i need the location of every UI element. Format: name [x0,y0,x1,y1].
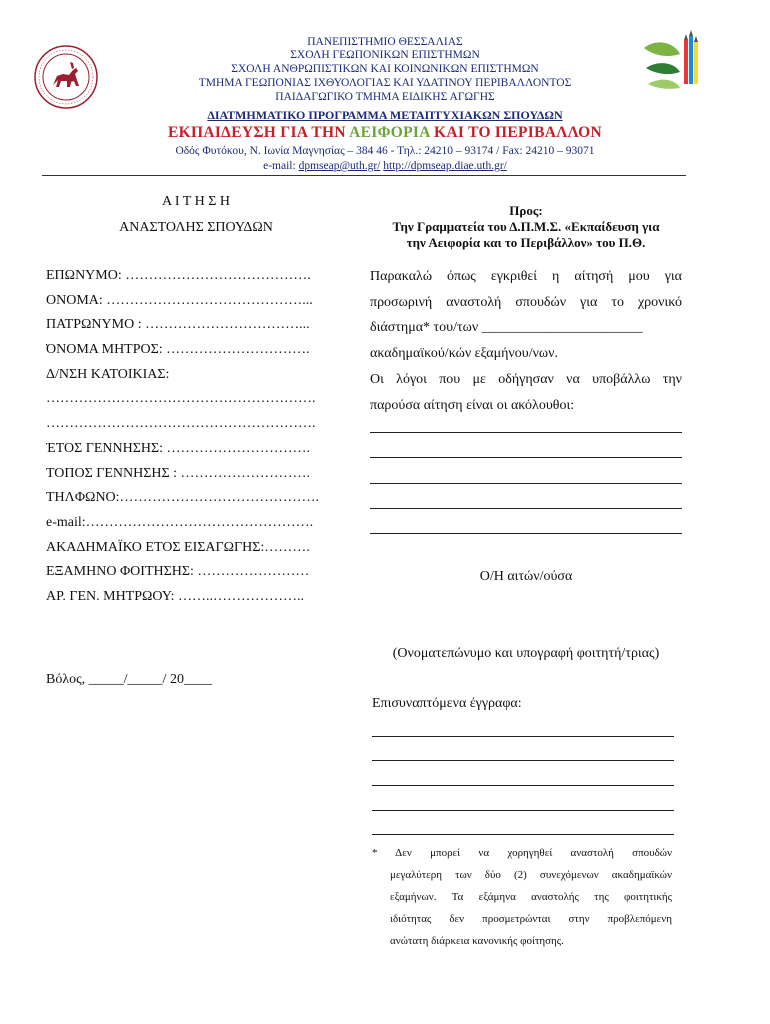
university-name: ΠΑΝΕΠΙΣΤΗΜΙΟ ΘΕΣΣΑΛΙΑΣ [307,36,463,48]
reason-blank-line[interactable] [370,508,682,509]
form-field-row[interactable]: …………………………………………………. [46,391,316,407]
website-link[interactable]: http://dpmseap.diae.uth.gr/ [383,160,507,172]
signature-label: (Ονοματεπώνυμο και υπογραφή φοιτητή/τριας) [392,646,660,661]
program-title [60,124,710,142]
request-text [370,264,682,418]
form-field-row[interactable]: ΕΞΑΜΗΝΟ ΦΟΙΤΗΣΗΣ: …………………… [46,564,310,580]
request-line-3: διάστημα* του/των _______________________ [370,320,643,336]
form-field-row[interactable]: ΌΝΟΜΑ ΜΗΤΡΟΣ: …………………………. [46,342,310,358]
footnote-line-1: * Δεν μπορεί να χορηγηθεί αναστολή σπουδών [372,847,672,859]
request-line-5: Οι λόγοι που με οδήγησαν να υποβάλλω την [370,371,682,387]
form-field-row[interactable]: ΑΡ. ΓΕΝ. ΜΗΤΡΩΟΥ: ……..……………….. [46,588,305,604]
footnote-line-5: ανώτατη διάρκεια κανονικής φοίτησης. [390,935,564,947]
email-link[interactable]: dpmseap@uth.gr/ [298,160,381,172]
form-field-row[interactable]: ΑΚΑΔΗΜΑΪΚΟ ΕΤΟΣ ΕΙΣΑΓΩΓΗΣ:………. [46,539,310,555]
footnote-line-4: ιδιότητας δεν προσμετρώνται στην προβλεπόμενη [390,913,672,925]
reason-blank-line[interactable] [370,533,682,534]
school-line-1: ΣΧΟΛΗ ΓΕΩΠΟΝΙΚΩΝ ΕΠΙΣΤΗΜΩΝ [290,49,480,61]
form-subtitle: ΑΝΑΣΤΟΛΗΣ ΣΠΟΥΔΩΝ [119,220,273,235]
form-field-row[interactable]: ΤΗΛΦΩΝΟ:……………………………………. [46,490,320,506]
department-line-1: ΤΜΗΜΑ ΓΕΩΠΟΝΙΑΣ ΙΧΘΥΟΛΟΓΙΑΣ ΚΑΙ ΥΔΑΤΙΝΟΥ ΠΕΡΙΒΑΛΛΟΝΤΟΣ [198,77,572,89]
form-field-row[interactable]: ΈΤΟΣ ΓΕΝΝΗΣΗΣ: …………………………. [46,440,311,456]
form-field-row[interactable]: Δ/ΝΣΗ ΚΑΤΟΙΚΙΑΣ: [46,366,170,382]
attachment-blank-line[interactable] [372,810,674,811]
email-label: e-mail: [263,160,299,172]
form-title: Α Ι Τ Η Σ Η [162,194,230,209]
attachment-blank-line[interactable] [372,736,674,737]
attachment-blank-line[interactable] [372,760,674,761]
attachment-blank-line[interactable] [372,834,674,835]
program-type: ΔΙΑΤΜΗΜΑΤΙΚΟ ΠΡΟΓΡΑΜΜΑ ΜΕΤΑΠΤΥΧΙΑΚΩΝ ΣΠΟΥΔΩΝ [207,108,563,122]
form-field-row[interactable]: ΕΠΩΝΥΜΟ: …………………………………. [46,268,311,283]
footnote [372,842,672,952]
recipient-to: Προς: [509,203,543,218]
program-title-part-2: ΑΕΙΦΟΡΙΑ [349,124,430,141]
request-line-4: ακαδημαϊκού/κών εξαμήνου/νων. [370,346,558,362]
attachments-label: Επισυναπτόμενα έγγραφα: [372,696,522,711]
form-field-row[interactable]: ΠΑΤΡΩΝΥΜΟ : ……………………………... [46,317,310,333]
reason-blank-line[interactable] [370,432,682,433]
program-title-part-1: ΕΚΠΑΙΔΕΥΣΗ ΓΙΑ ΤΗΝ [168,124,350,141]
request-line-6: παρούσα αίτηση είναι οι ακόλουθοι: [370,397,575,413]
attachment-blank-line[interactable] [372,785,674,786]
recipient-line-2: την Αειφορία και το Περιβάλλον» του Π.Θ. [406,235,646,250]
recipient-line-1: Την Γραμματεία του Δ.Π.Μ.Σ. «Εκπαίδευση για [392,219,660,234]
footnote-line-3: εξαμήνων. Τα εξάμηνα αναστολής της φοιτητικής [390,891,672,903]
applicant-label: Ο/Η αιτών/ούσα [479,569,573,584]
form-field-row[interactable]: …………………………………………………. [46,416,316,432]
form-field-row[interactable]: e-mail:…………………………………………. [46,514,314,530]
department-line-2: ΠΑΙΔΑΓΩΓΙΚΟ ΤΜΗΜΑ ΕΙΔΙΚΗΣ ΑΓΩΓΗΣ [275,91,495,103]
reason-blank-line[interactable] [370,483,682,484]
school-line-2: ΣΧΟΛΗ ΑΝΘΡΩΠΙΣΤΙΚΩΝ ΚΑΙ ΚΟΙΝΩΝΙΚΩΝ ΕΠΙΣΤΗΜΩΝ [231,63,539,75]
header-divider [42,175,686,176]
contact-email-line [60,159,710,174]
recipient-block [370,203,682,251]
university-seal-logo [33,44,99,110]
footnote-line-2: μεγαλύτερη των δύο (2) συνεχόμενων ακαδημαϊκών [390,869,672,881]
date-line: Βόλος, _____/_____/ 20____ [46,672,212,687]
contact-address: Οδός Φυτόκου, Ν. Ιωνία Μαγνησίας – 384 46 - Τηλ.: 24210 – 93174 / Fax: 24210 – 93071 [175,145,595,157]
program-title-part-3: ΚΑΙ ΤΟ ΠΕΡΙΒΑΛΛΟΝ [429,124,602,141]
form-field-row[interactable]: ΤΟΠΟΣ ΓΕΝΝΗΣΗΣ : ………………………. [46,465,311,481]
applicant-fields [46,264,346,610]
form-field-row[interactable]: ΟΝΟΜΑ: ……………………………………... [46,292,313,308]
request-line-1: Παρακαλώ όπως εγκριθεί η αίτησή μου για [370,269,682,284]
request-line-2: προσωρινή αναστολή σπουδών για το χρονικό [370,294,682,310]
program-logo [640,28,704,92]
reason-blank-line[interactable] [370,457,682,458]
